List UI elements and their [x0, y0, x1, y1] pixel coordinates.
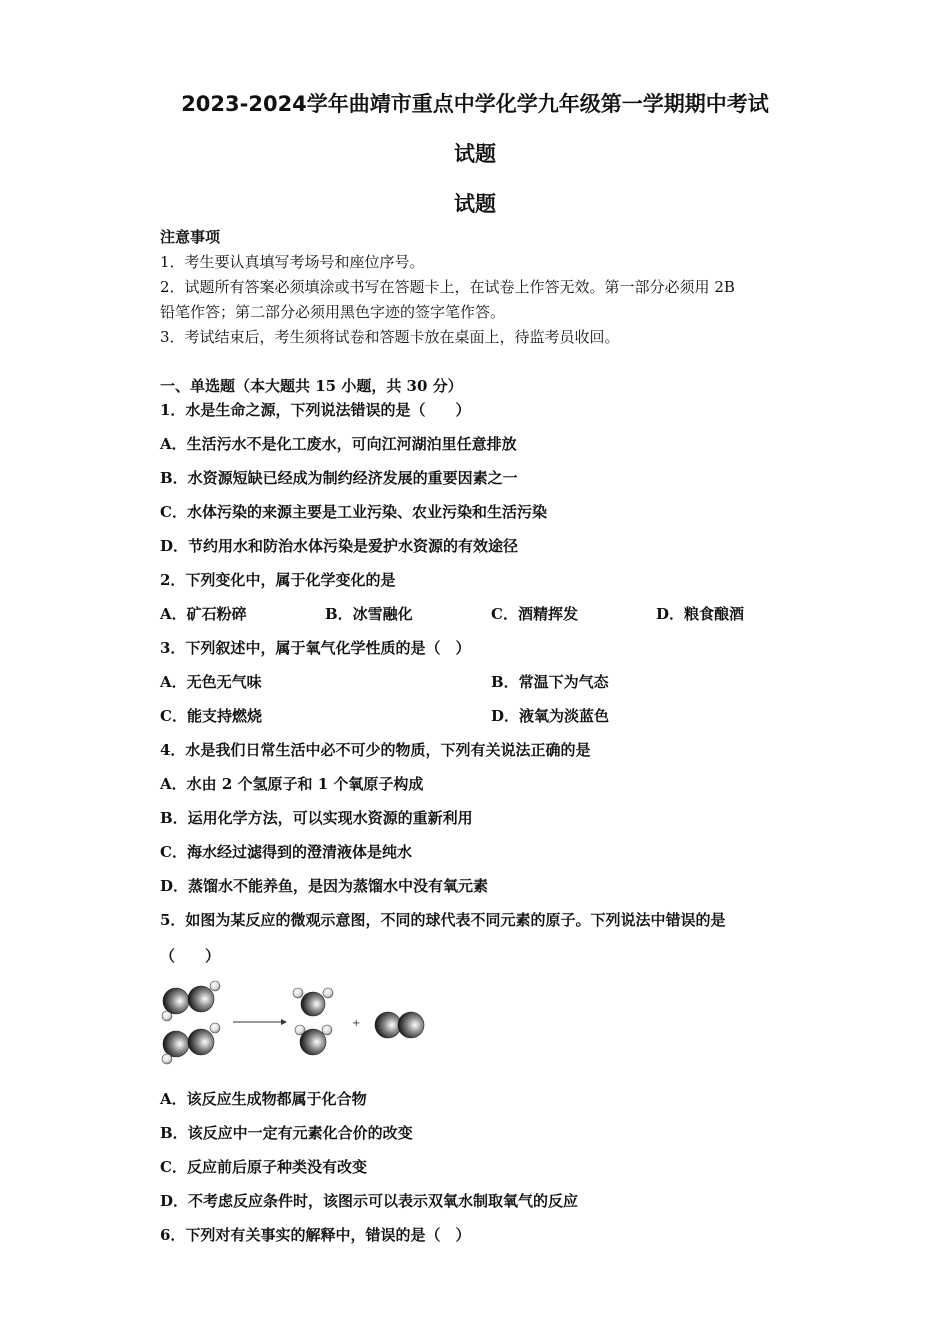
reactant-molecule-2 [162, 1023, 220, 1064]
o-atom [163, 1031, 189, 1057]
exam-title: 2023-2024学年曲靖市重点中学化学九年级第一学期期中考试 [181, 92, 769, 116]
plus-sign: + [352, 1018, 361, 1029]
q3-option-a: A．无色无气味 [160, 673, 262, 691]
q1-option-a: A．生活污水不是化工废水，可向江河湖泊里任意排放 [160, 435, 517, 453]
q5-paren: （ ） [160, 947, 221, 965]
exam-subtitle-2: 试题 [454, 192, 496, 216]
reaction-arrow [233, 1019, 287, 1025]
section-heading: 一、单选题（本大题共 15 小题，共 30 分） [160, 377, 463, 395]
q3-stem: 3．下列叙述中，属于氧气化学性质的是（ ） [160, 639, 471, 657]
q4-option-d: D．蒸馏水不能养鱼，是因为蒸馏水中没有氧元素 [160, 877, 489, 895]
h-atom [293, 988, 303, 998]
q2-stem: 2．下列变化中，属于化学变化的是 [160, 571, 396, 589]
q4-stem: 4．水是我们日常生活中必不可少的物质，下列有关说法正确的是 [160, 741, 591, 759]
q2-option-a: A．矿石粉碎 [160, 605, 247, 623]
q3-option-c: C．能支持燃烧 [160, 707, 262, 725]
reaction-micro-diagram [155, 978, 445, 1070]
reactant-molecule-1 [162, 981, 220, 1021]
q4-option-c: C．海水经过滤得到的澄清液体是纯水 [160, 843, 412, 861]
q1-option-c: C．水体污染的来源主要是工业污染、农业污染和生活污染 [160, 503, 547, 521]
q2-option-b: B．冰雪融化 [325, 605, 413, 623]
o-atom [300, 1029, 326, 1055]
product-molecule-2 [295, 1025, 332, 1055]
q1-stem: 1．水是生命之源，下列说法错误的是（ ） [160, 401, 471, 419]
q6-stem: 6．下列对有关事实的解释中，错误的是（ ） [160, 1226, 471, 1244]
notice-item-2a: 2．试题所有答案必须填涂或书写在答题卡上，在试卷上作答无效。第一部分必须用 2B [160, 278, 735, 296]
q4-option-a: A．水由 2 个氢原子和 1 个氧原子构成 [160, 775, 424, 793]
o-atom [375, 1012, 401, 1038]
exam-subtitle: 试题 [454, 142, 496, 166]
product-molecule-3 [375, 1012, 424, 1038]
h-atom [210, 1023, 220, 1033]
o-atom [163, 988, 189, 1014]
q5-option-a: A．该反应生成物都属于化合物 [160, 1090, 367, 1108]
notice-heading: 注意事项 [160, 228, 221, 246]
q5-stem: 5．如图为某反应的微观示意图，不同的球代表不同元素的原子。下列说法中错误的是 [160, 911, 726, 929]
notice-item-1: 1．考生要认真填写考场号和座位序号。 [160, 253, 425, 271]
o-atom [188, 1029, 214, 1055]
q4-option-b: B．运用化学方法，可以实现水资源的重新利用 [160, 809, 473, 827]
o-atom [301, 992, 325, 1016]
o-atom [398, 1012, 424, 1038]
notice-item-2b: 铅笔作答；第二部分必须用黑色字迹的签字笔作答。 [160, 303, 506, 321]
q5-option-b: B．该反应中一定有元素化合价的改变 [160, 1124, 413, 1142]
q1-option-d: D．节约用水和防治水体污染是爱护水资源的有效途径 [160, 537, 519, 555]
product-molecule-1 [293, 988, 333, 1016]
o-atom [188, 986, 214, 1012]
q1-option-b: B．水资源短缺已经成为制约经济发展的重要因素之一 [160, 469, 518, 487]
h-atom [322, 1025, 332, 1035]
h-atom [323, 988, 333, 998]
q5-option-d: D．不考虑反应条件时，该图示可以表示双氧水制取氧气的反应 [160, 1192, 579, 1210]
notice-item-3: 3．考试结束后，考生须将试卷和答题卡放在桌面上，待监考员收回。 [160, 328, 620, 346]
h-atom [210, 981, 220, 991]
q3-option-d: D．液氧为淡蓝色 [491, 707, 610, 725]
q2-option-c: C．酒精挥发 [491, 605, 578, 623]
q5-option-c: C．反应前后原子种类没有改变 [160, 1158, 367, 1176]
h-atom [162, 1054, 172, 1064]
q2-option-d: D．粮食酿酒 [656, 605, 745, 623]
q3-option-b: B．常温下为气态 [491, 673, 609, 691]
